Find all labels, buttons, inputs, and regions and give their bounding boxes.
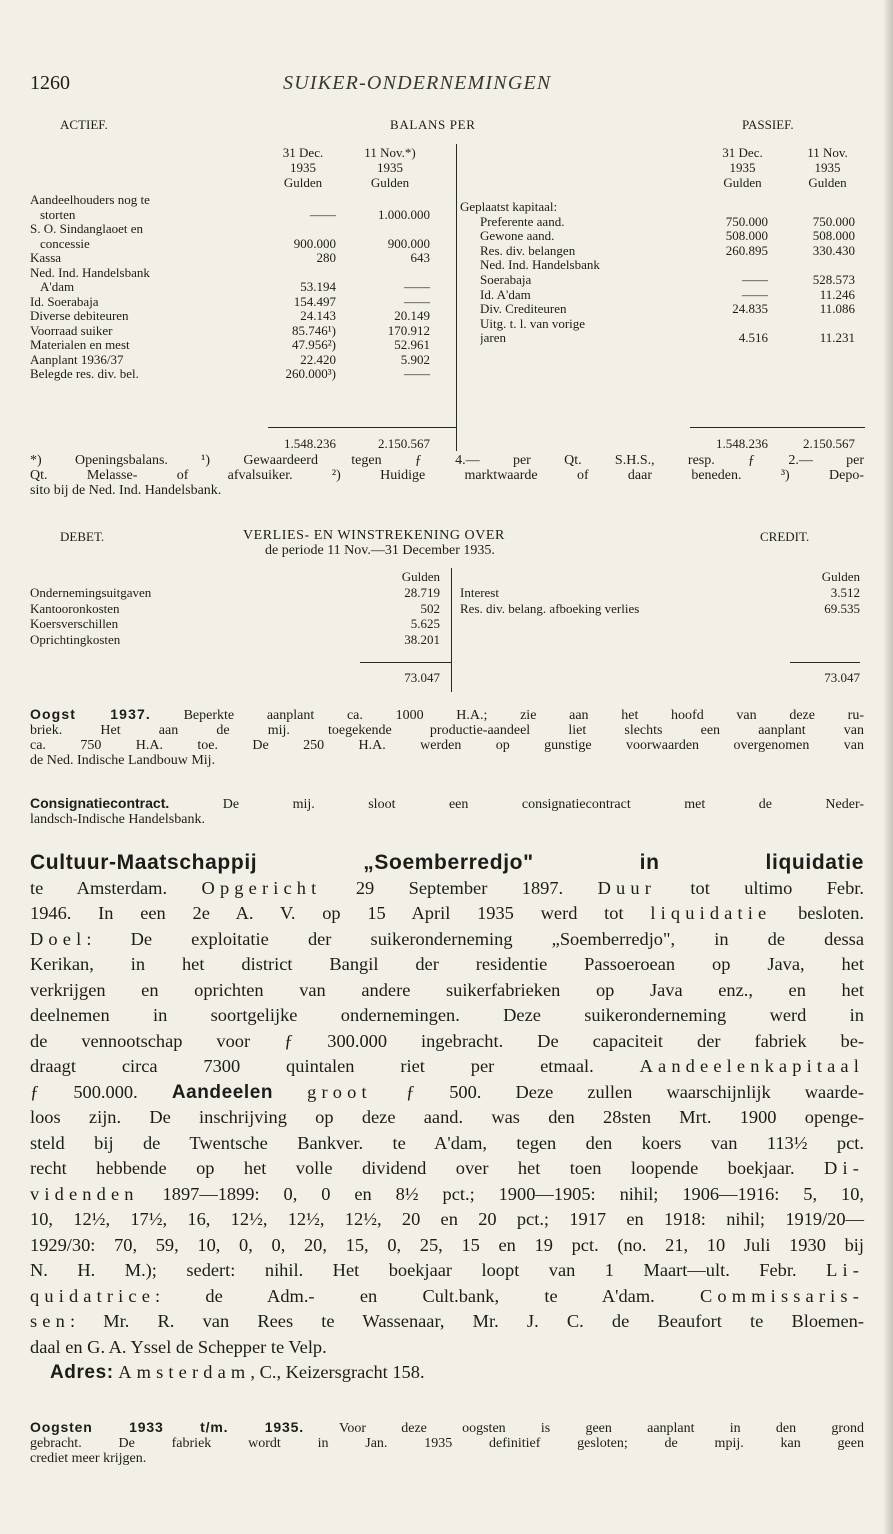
- liability-value-1: 4.516: [738, 330, 768, 346]
- oogsten-paragraph: Oogsten 1933 t/m. 1935. Voor deze oogsten is geen aanplant in den grond gebracht. De fabriek wordt in Jan. 1935 definitief gesloten; de mpij. kan geen crediet meer krijgen.: [30, 1419, 864, 1466]
- column-date: 31 Dec.: [282, 145, 324, 160]
- asset-label: Aandeelhouders nog te: [30, 193, 150, 207]
- balance-divider: [456, 144, 457, 451]
- liability-value-2: 750.000: [812, 213, 855, 229]
- liability-label: Uitg. t. l. van vorige: [480, 316, 586, 331]
- liability-value-2: 330.430: [812, 242, 855, 258]
- asset-value-2: 1.000.000: [378, 206, 430, 222]
- adres-label: Adres:: [50, 1362, 114, 1383]
- pnl-rule-right: [790, 662, 860, 663]
- liability-value-1: 24.835: [732, 301, 768, 317]
- asset-label: Aanplant 1936/37: [30, 352, 124, 367]
- asset-label: Materialen en mest: [30, 338, 130, 352]
- debit-value: 28.719: [404, 585, 440, 600]
- liability-value-2: 11.246: [819, 286, 855, 302]
- balance-total-rule-left: [268, 427, 456, 428]
- scan-edge-shadow: [883, 0, 893, 1534]
- liability-value-2: 528.573: [812, 272, 855, 287]
- credit-heading: CREDIT.: [760, 529, 810, 544]
- credit-value: 69.535: [824, 600, 860, 616]
- liabilities-total-2: 2.150.567: [803, 436, 855, 451]
- column-unit: Gulden: [283, 175, 323, 190]
- credit-label: Res. div. belang. afboeking verlies: [460, 600, 640, 616]
- asset-value-1: 260.000³): [285, 366, 336, 381]
- passief-heading: PASSIEF.: [742, 117, 794, 132]
- asset-label: Diverse debiteuren: [30, 309, 129, 323]
- liability-label: Res. div. belangen: [480, 243, 576, 258]
- asset-label: Ned. Ind. Handelsbank: [30, 265, 150, 280]
- asset-value-1: 47.956²): [292, 337, 336, 352]
- asset-value-2: 20.149: [394, 308, 430, 323]
- liability-label: Soerabaja: [480, 273, 532, 287]
- column-date: 11 Nov.: [807, 145, 848, 160]
- column-year: 1935: [290, 160, 316, 175]
- liability-value-2: 11.231: [819, 330, 855, 346]
- asset-label: Kassa: [30, 251, 62, 265]
- consignatie-paragraph: Consignatiecontract. De mij. sloot een consignatiecontract met de Neder- landsch-Indische Handelsbank.: [30, 795, 865, 827]
- asset-label: A'dam: [40, 280, 75, 294]
- asset-value-1: 85.746¹): [292, 322, 336, 338]
- liability-value-1: 750.000: [725, 213, 768, 229]
- balance-title: BALANS PER: [390, 117, 476, 132]
- liability-label: Id. A'dam: [480, 287, 531, 302]
- company-name: Cultuur-Maatschappij „Soemberredjo" in liquidatie: [30, 851, 864, 874]
- asset-value-2: ——: [404, 279, 430, 294]
- asset-value-1: 154.497: [293, 293, 336, 309]
- asset-value-2: ——: [404, 293, 430, 309]
- asset-label: S. O. Sindanglaoet en: [30, 222, 144, 236]
- assets-total-2: 2.150.567: [378, 436, 430, 451]
- pnl-title: VERLIES- EN WINSTREKENING OVER: [243, 528, 505, 543]
- column-unit: Gulden: [723, 175, 762, 190]
- asset-label: Voorraad suiker: [30, 323, 113, 338]
- debet-heading: DEBET.: [60, 529, 105, 544]
- total-debit: 73.047: [404, 670, 440, 685]
- consignatie-heading: Consignatiecontract.: [30, 795, 170, 811]
- debit-label: Oprichtingkosten: [30, 631, 121, 647]
- column-year: 1935: [377, 160, 403, 175]
- asset-value-2: ——: [404, 366, 430, 381]
- liability-label: Ned. Ind. Handelsbank: [480, 258, 600, 273]
- asset-label: Belegde res. div. bel.: [30, 367, 139, 381]
- asset-label: storten: [40, 207, 76, 222]
- asset-value-1: 280: [316, 250, 336, 265]
- page-number: 1260: [30, 72, 70, 94]
- asset-value-2: 170.912: [387, 322, 430, 338]
- liability-label: jaren: [480, 331, 506, 346]
- asset-value-2: 900.000: [387, 235, 430, 251]
- liability-value-1: ——: [742, 286, 768, 302]
- oogst-1937-heading: Oogst 1937.: [30, 706, 151, 722]
- assets-total-1: 1.548.236: [284, 436, 336, 451]
- asset-value-2: 5.902: [400, 351, 430, 367]
- column-unit: Gulden: [808, 175, 847, 190]
- liability-value-1: 508.000: [725, 228, 768, 244]
- column-year: 1935: [729, 160, 756, 175]
- actief-heading: ACTIEF.: [60, 117, 108, 132]
- column-year: 1935: [814, 160, 841, 175]
- running-title: SUIKER-ONDERNEMINGEN: [283, 72, 552, 94]
- asset-value-1: 900.000: [293, 235, 336, 251]
- pnl-subtitle: de periode 11 Nov.—31 December 1935.: [265, 543, 495, 558]
- debit-value: 502: [420, 600, 440, 616]
- liability-label: Geplaatst kapitaal:: [460, 200, 558, 214]
- liability-label: Div. Crediteuren: [480, 302, 567, 317]
- liability-value-2: 508.000: [812, 228, 855, 244]
- liability-value-1: 260.895: [725, 242, 768, 258]
- liability-value-1: ——: [742, 272, 768, 287]
- balance-notes: *) Openingsbalans. ¹) Gewaardeerd tegen ƒ 4.— per Qt. S.H.S., resp. ƒ 2.— per Qt. Melasse- of afvalsuiker. ²) Huidige marktwaarde of daar beneden. ³) Depo- sito bij de Ned. Ind. Handelsbank.: [30, 453, 864, 498]
- liability-value-2: 11.086: [819, 301, 855, 317]
- asset-value-2: 643: [410, 250, 430, 265]
- debit-label: Koersverschillen: [30, 616, 119, 631]
- debit-value: 5.625: [410, 616, 440, 631]
- pnl-rule-left: [360, 662, 451, 663]
- oogsten-heading: Oogsten 1933 t/m. 1935.: [30, 1419, 305, 1435]
- asset-value-1: 22.420: [300, 351, 336, 367]
- asset-label: concessie: [40, 236, 90, 251]
- pnl-divider: [451, 568, 452, 692]
- column-unit: Gulden: [370, 175, 410, 190]
- debit-label: Kantooronkosten: [30, 600, 120, 616]
- debit-value: 38.201: [404, 631, 440, 647]
- column-date: 31 Dec.: [722, 145, 763, 160]
- total-credit: 73.047: [824, 670, 860, 685]
- asset-label: Id. Soerabaja: [30, 294, 99, 309]
- debit-label: Ondernemingsuitgaven: [30, 585, 152, 600]
- oogst-1937-paragraph: Oogst 1937. Beperkte aanplant ca. 1000 H.A.; zie aan het hoofd van deze ru- briek. Het aan de mij. toegekende productie-aandeel liet slechts een aanplant van ca. 750 H.A. toe. De 250 H.A. werden op gunstige voorwaarden overgenomen van de Ned. Indische Landbouw Mij.: [30, 706, 864, 768]
- asset-value-1: 53.194: [300, 279, 336, 294]
- balance-total-rule-right: [690, 427, 865, 428]
- column-date: 11 Nov.*): [364, 145, 416, 160]
- credit-value: 3.512: [830, 585, 860, 600]
- company-entry: Cultuur-Maatschappij „Soemberredjo" in liquidatie te Amsterdam. Opgericht 29 September 1897. Duur tot ultimo Febr. 1946. In een 2e A. V. op 15 April 1935 werd tot liquidatie besloten. Doel: De exploitatie der suikeronderneming „Soemberredjo", in de dessa Kerikan, in het district Bangil der residentie Passoeroean op Java, het verkrijgen en oprichten van andere suikerfabrieken op Java enz., en het deelnemen in soortgelijke ondernemingen. Deze suikeronderneming werd in de vennootschap voor ƒ 300.000 ingebracht. De capaciteit der fabriek be- draagt circa 7300 quintalen riet per etmaal. Aandeelenkapitaal ƒ 500.000. Aandeelen groot ƒ 500. Deze zullen waarschijnlijk waarde- loos zijn. De inschrijving op deze aand. was den 28sten Mrt. 1900 openge- steld bij de Twentsche Bankver. te A'dam, tegen den koers van 113½ pct. recht hebbende op het volle dividend over het toen loopende boekjaar. Di- videnden 1897—1899: 0, 0 en 8½ pct.; 1900—1905: nihil; 1906—1916: 5, 10, 10, 12½, 17½, 16, 12½, 12½, 12½, 20 en 20 pct.; 1917 en 1918: nihil; 1919/20— 1929/30: 70, 59, 10, 0, 0, 20, 15, 0, 25, 15 en 19 pct. (no. 21, 10 Juli 1930 bij N. H. M.); sedert: nihil. Het boekjaar loopt van 1 Maart—ult. Febr. Li- quidatrice: de Adm.- en Cult.bank, te A'dam. Commissaris- sen: Mr. R. van Rees te Wassenaar, Mr. J. C. de Beaufort te Bloemen- daal en G. A. Yssel de Schepper te Velp. Adres: Amsterdam, C., Keizersgracht 158.: [30, 851, 864, 1383]
- credit-label: Interest: [460, 585, 499, 600]
- credit-unit: Gulden: [821, 569, 860, 584]
- debit-unit: Gulden: [401, 569, 440, 584]
- liability-label: Preferente aand.: [480, 214, 565, 229]
- asset-value-1: ——: [310, 206, 336, 222]
- liabilities-total-1: 1.548.236: [716, 436, 768, 451]
- asset-value-2: 52.961: [394, 337, 430, 352]
- asset-value-1: 24.143: [300, 308, 336, 323]
- liability-label: Gewone aand.: [480, 229, 555, 244]
